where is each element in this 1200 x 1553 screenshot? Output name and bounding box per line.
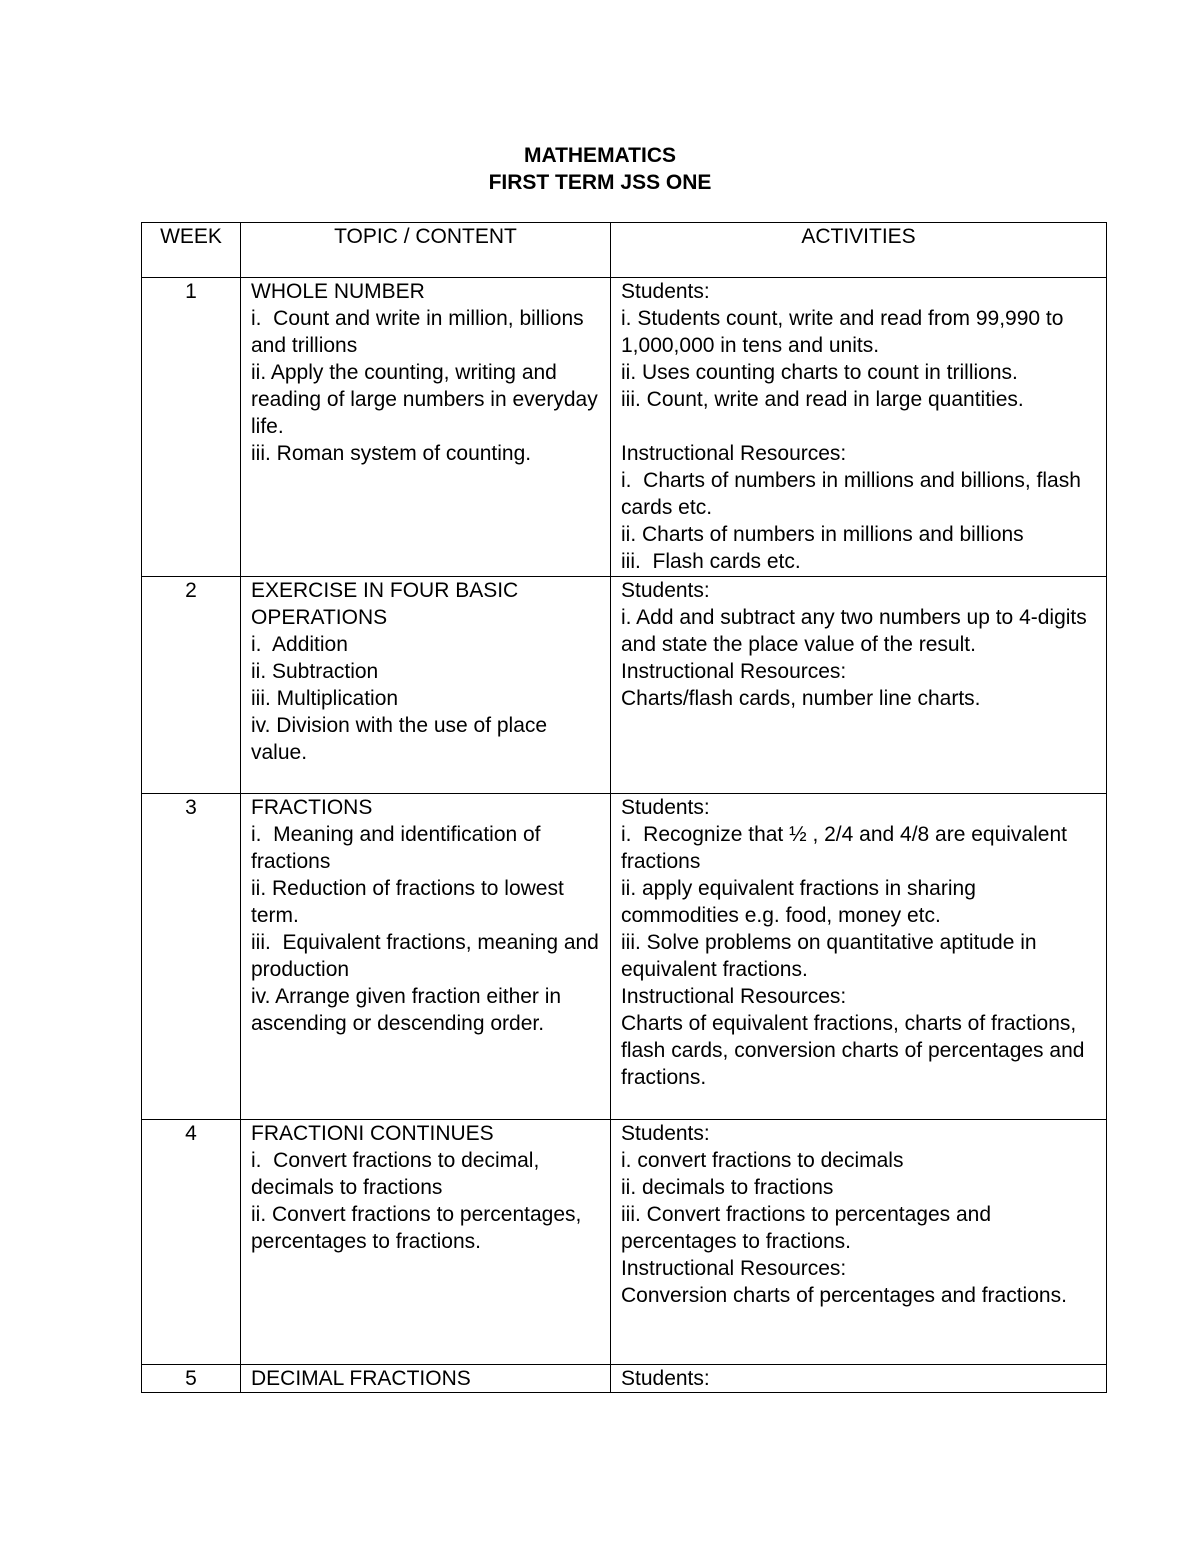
table-row	[142, 1120, 1107, 1365]
header-topic: TOPIC / CONTENT	[241, 223, 611, 278]
activities-cell: Students: i. Add and subtract any two numbers up to 4-digits and state the place value of the result. Instructional Resources: Charts/flash cards, number line charts.	[611, 577, 1107, 794]
table-row	[142, 794, 1107, 1120]
week-cell: 4	[142, 1120, 241, 1365]
header-activities: ACTIVITIES	[611, 223, 1107, 278]
topic-cell: FRACTIONS i. Meaning and identification of fractions ii. Reduction of fractions to lowest term. iii. Equivalent fractions, meaning and production iv. Arrange given fraction either in ascending or descending order.	[241, 794, 611, 1120]
week-cell: 1	[142, 278, 241, 577]
header-week: WEEK	[142, 223, 241, 278]
document-header	[0, 142, 1200, 196]
table-row	[142, 577, 1107, 794]
week-cell: 3	[142, 794, 241, 1120]
activities-cell: Students:	[611, 1365, 1107, 1393]
activities-cell: Students: i. convert fractions to decimals ii. decimals to fractions iii. Convert fractions to percentages and percentages to fractions. Instructional Resources: Conversion charts of percentages and fractions.	[611, 1120, 1107, 1365]
topic-cell: WHOLE NUMBER i. Count and write in million, billions and trillions ii. Apply the counting, writing and reading of large numbers in everyday life. iii. Roman system of counting.	[241, 278, 611, 577]
document-title: MATHEMATICS	[523, 144, 677, 167]
week-cell: 2	[142, 577, 241, 794]
week-cell: 5	[142, 1365, 241, 1393]
topic-cell: EXERCISE IN FOUR BASIC OPERATIONS i. Addition ii. Subtraction iii. Multiplication iv. Division with the use of place value.	[241, 577, 611, 794]
topic-cell: DECIMAL FRACTIONS	[241, 1365, 611, 1393]
topic-cell: FRACTIONI CONTINUES i. Convert fractions to decimal, decimals to fractions ii. Convert fractions to percentages, percentages to fractions.	[241, 1120, 611, 1365]
activities-cell: Students: i. Students count, write and read from 99,990 to 1,000,000 in tens and units. ii. Uses counting charts to count in trillions. iii. Count, write and read in large quantities. Instructional Resources: i. Charts of numbers in millions and billions, flash cards etc. ii. Charts of numbers in millions and billions iii. Flash cards etc.	[611, 278, 1107, 577]
table-row	[142, 278, 1107, 577]
scheme-of-work-table	[141, 222, 1107, 1393]
table-header-row	[142, 223, 1107, 278]
activities-cell: Students: i. Recognize that ½ , 2/4 and 4/8 are equivalent fractions ii. apply equivalent fractions in sharing commodities e.g. food, money etc. iii. Solve problems on quantitative aptitude in equivalent fractions. Instructional Resources: Charts of equivalent fractions, charts of fractions, flash cards, conversion charts of percentages and fractions.	[611, 794, 1107, 1120]
table-row	[142, 1365, 1107, 1393]
document-subtitle: FIRST TERM JSS ONE	[488, 171, 712, 194]
